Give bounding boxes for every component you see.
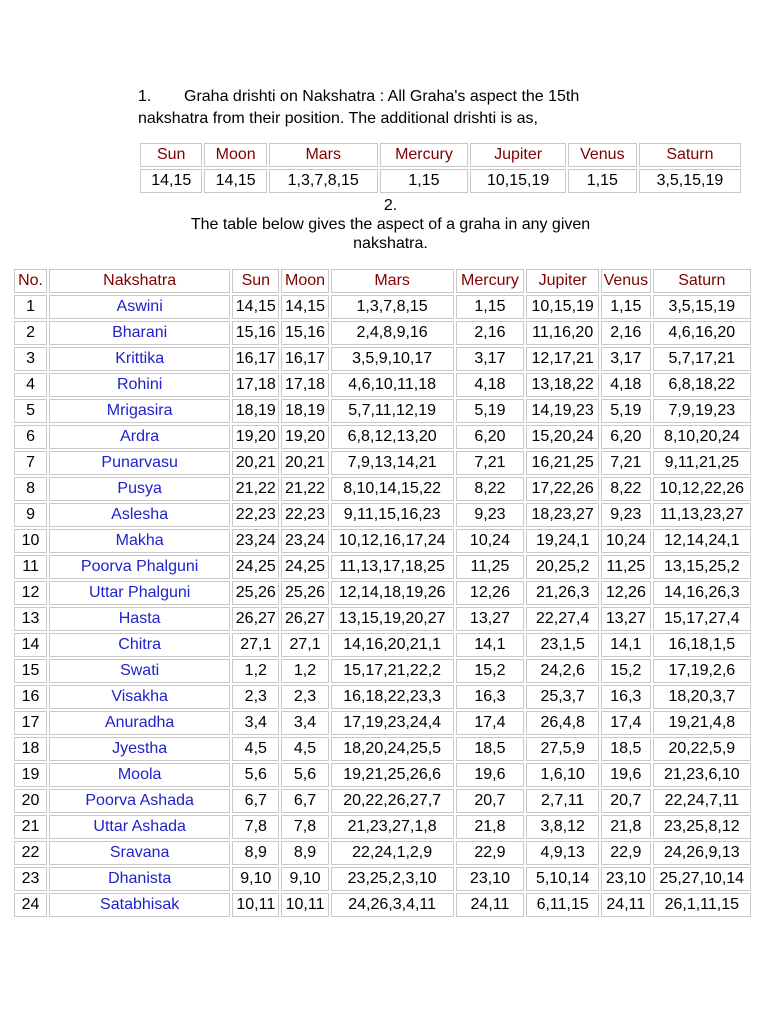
main-header-cell: Mercury — [456, 269, 525, 293]
nakshatra-name-cell: Bharani — [49, 321, 230, 345]
aspect-cell: 10,24 — [456, 529, 525, 553]
summary-header-cell: Moon — [204, 143, 266, 167]
summary-value-cell: 1,15 — [568, 169, 637, 193]
aspect-cell: 23,25,8,12 — [653, 815, 751, 839]
summary-values-row — [140, 169, 741, 193]
nakshatra-name-cell: Aslesha — [49, 503, 230, 527]
nakshatra-name-cell: Dhanista — [49, 867, 230, 891]
summary-header-cell: Saturn — [639, 143, 741, 167]
aspect-cell: 17,18 — [232, 373, 279, 397]
nakshatra-name-cell: Anuradha — [49, 711, 230, 735]
main-header-cell: Mars — [331, 269, 454, 293]
table-row — [14, 321, 751, 345]
aspect-cell: 4,6,10,11,18 — [331, 373, 454, 397]
row-number-cell: 2 — [14, 321, 47, 345]
aspect-cell: 7,9,13,14,21 — [331, 451, 454, 475]
aspect-cell: 15,2 — [456, 659, 525, 683]
aspect-cell: 13,15,19,20,27 — [331, 607, 454, 631]
row-number-cell: 4 — [14, 373, 47, 397]
main-header-cell: Moon — [281, 269, 328, 293]
aspect-cell: 9,11,15,16,23 — [331, 503, 454, 527]
aspect-cell: 22,23 — [232, 503, 279, 527]
aspect-cell: 14,1 — [601, 633, 651, 657]
aspect-cell: 4,18 — [456, 373, 525, 397]
aspect-cell: 19,20 — [232, 425, 279, 449]
aspect-cell: 4,5 — [281, 737, 328, 761]
table-row — [14, 503, 751, 527]
aspect-cell: 14,15 — [281, 295, 328, 319]
intro-line-1 — [138, 86, 658, 108]
aspect-cell: 15,2 — [601, 659, 651, 683]
aspect-cell: 3,4 — [232, 711, 279, 735]
aspect-cell: 12,17,21 — [526, 347, 599, 371]
row-number-cell: 18 — [14, 737, 47, 761]
table-row — [14, 399, 751, 423]
nakshatra-name-cell: Hasta — [49, 607, 230, 631]
aspect-cell: 1,2 — [281, 659, 328, 683]
table-row — [14, 295, 751, 319]
aspect-cell: 10,15,19 — [526, 295, 599, 319]
intro-paragraph — [138, 86, 658, 130]
aspect-cell: 1,15 — [601, 295, 651, 319]
aspect-cell: 25,27,10,14 — [653, 867, 751, 891]
aspect-cell: 6,11,15 — [526, 893, 599, 917]
table-row — [14, 685, 751, 709]
aspect-cell: 26,4,8 — [526, 711, 599, 735]
summary-value-cell: 3,5,15,19 — [639, 169, 741, 193]
summary-value-cell: 1,15 — [380, 169, 469, 193]
aspect-cell: 12,14,18,19,26 — [331, 581, 454, 605]
aspect-cell: 24,26,3,4,11 — [331, 893, 454, 917]
aspect-cell: 11,16,20 — [526, 321, 599, 345]
nakshatra-name-cell: Poorva Ashada — [49, 789, 230, 813]
main-header-cell: Sun — [232, 269, 279, 293]
aspect-cell: 1,2 — [232, 659, 279, 683]
aspect-cell: 14,1 — [456, 633, 525, 657]
nakshatra-name-cell: Satabhisak — [49, 893, 230, 917]
aspect-cell: 21,22 — [232, 477, 279, 501]
aspect-cell: 17,19,2,6 — [653, 659, 751, 683]
aspect-cell: 24,2,6 — [526, 659, 599, 683]
aspect-cell: 19,24,1 — [526, 529, 599, 553]
aspect-cell: 3,17 — [456, 347, 525, 371]
row-number-cell: 21 — [14, 815, 47, 839]
row-number-cell: 22 — [14, 841, 47, 865]
aspect-cell: 18,5 — [456, 737, 525, 761]
aspect-cell: 9,11,21,25 — [653, 451, 751, 475]
row-number-cell: 5 — [14, 399, 47, 423]
aspect-cell: 6,8,12,13,20 — [331, 425, 454, 449]
aspect-cell: 22,27,4 — [526, 607, 599, 631]
aspect-cell: 10,12,22,26 — [653, 477, 751, 501]
aspect-cell: 8,10,20,24 — [653, 425, 751, 449]
aspect-cell: 13,27 — [601, 607, 651, 631]
row-number-cell: 12 — [14, 581, 47, 605]
aspect-cell: 6,7 — [232, 789, 279, 813]
table-row — [14, 659, 751, 683]
aspect-cell: 2,16 — [601, 321, 651, 345]
aspect-cell: 7,9,19,23 — [653, 399, 751, 423]
aspect-cell: 22,24,1,2,9 — [331, 841, 454, 865]
row-number-cell: 23 — [14, 867, 47, 891]
aspect-cell: 5,10,14 — [526, 867, 599, 891]
row-number-cell: 19 — [14, 763, 47, 787]
nakshatra-name-cell: Aswini — [49, 295, 230, 319]
aspect-cell: 22,9 — [456, 841, 525, 865]
aspect-cell: 9,23 — [456, 503, 525, 527]
aspect-cell: 4,6,16,20 — [653, 321, 751, 345]
nakshatra-name-cell: Sravana — [49, 841, 230, 865]
aspect-cell: 13,15,25,2 — [653, 555, 751, 579]
summary-header-cell: Sun — [140, 143, 202, 167]
aspect-cell: 16,17 — [232, 347, 279, 371]
aspect-cell: 16,18,1,5 — [653, 633, 751, 657]
aspect-cell: 14,16,20,21,1 — [331, 633, 454, 657]
table-row — [14, 529, 751, 553]
row-number-cell: 7 — [14, 451, 47, 475]
aspect-cell: 15,20,24 — [526, 425, 599, 449]
aspect-cell: 3,5,9,10,17 — [331, 347, 454, 371]
aspect-cell: 5,19 — [456, 399, 525, 423]
nakshatra-name-cell: Makha — [49, 529, 230, 553]
table-row — [14, 763, 751, 787]
aspect-cell: 19,6 — [601, 763, 651, 787]
aspect-cell: 9,10 — [232, 867, 279, 891]
aspect-cell: 23,10 — [456, 867, 525, 891]
aspect-cell: 5,19 — [601, 399, 651, 423]
aspect-cell: 16,3 — [456, 685, 525, 709]
intro-text-1: Graha drishti on Nakshatra : All Graha's aspect the 15th — [184, 88, 580, 105]
table-row — [14, 737, 751, 761]
aspect-cell: 17,22,26 — [526, 477, 599, 501]
aspect-cell: 14,16,26,3 — [653, 581, 751, 605]
aspect-cell: 16,18,22,23,3 — [331, 685, 454, 709]
aspect-cell: 17,19,23,24,4 — [331, 711, 454, 735]
aspect-cell: 4,9,13 — [526, 841, 599, 865]
aspect-cell: 3,8,12 — [526, 815, 599, 839]
aspect-cell: 26,1,11,15 — [653, 893, 751, 917]
row-number-cell: 8 — [14, 477, 47, 501]
row-number-cell: 13 — [14, 607, 47, 631]
aspect-cell: 7,8 — [232, 815, 279, 839]
aspect-cell: 12,26 — [456, 581, 525, 605]
aspect-cell: 24,25 — [281, 555, 328, 579]
aspect-cell: 5,6 — [281, 763, 328, 787]
aspect-cell: 12,26 — [601, 581, 651, 605]
section-2-line-1: The table below gives the aspect of a graha in any given — [190, 216, 591, 233]
nakshatra-name-cell: Punarvasu — [49, 451, 230, 475]
aspect-cell: 5,7,11,12,19 — [331, 399, 454, 423]
row-number-cell: 6 — [14, 425, 47, 449]
aspect-cell: 15,16 — [281, 321, 328, 345]
table-row — [14, 893, 751, 917]
intro-line-2: nakshatra from their position. The additional drishti is as, — [138, 110, 538, 127]
summary-header-cell: Mercury — [380, 143, 469, 167]
table-row — [14, 711, 751, 735]
aspect-cell: 2,16 — [456, 321, 525, 345]
aspect-cell: 2,3 — [232, 685, 279, 709]
nakshatra-name-cell: Pusya — [49, 477, 230, 501]
aspect-cell: 20,21 — [281, 451, 328, 475]
aspect-cell: 6,7 — [281, 789, 328, 813]
nakshatra-name-cell: Visakha — [49, 685, 230, 709]
summary-header-cell: Jupiter — [470, 143, 565, 167]
row-number-cell: 3 — [14, 347, 47, 371]
aspect-cell: 14,15 — [232, 295, 279, 319]
summary-value-cell: 14,15 — [204, 169, 266, 193]
aspect-cell: 19,6 — [456, 763, 525, 787]
table-row — [14, 347, 751, 371]
aspect-cell: 24,25 — [232, 555, 279, 579]
aspect-cell: 17,18 — [281, 373, 328, 397]
main-header-cell: Venus — [601, 269, 651, 293]
main-header-cell: Nakshatra — [49, 269, 230, 293]
aspect-cell: 17,4 — [456, 711, 525, 735]
aspect-cell: 20,22,26,27,7 — [331, 789, 454, 813]
row-number-cell: 17 — [14, 711, 47, 735]
aspect-cell: 24,11 — [601, 893, 651, 917]
aspect-cell: 4,5 — [232, 737, 279, 761]
aspect-cell: 27,1 — [281, 633, 328, 657]
aspect-cell: 23,10 — [601, 867, 651, 891]
table-row — [14, 555, 751, 579]
table-row — [14, 607, 751, 631]
aspect-cell: 8,9 — [232, 841, 279, 865]
aspect-cell: 1,6,10 — [526, 763, 599, 787]
aspect-cell: 7,8 — [281, 815, 328, 839]
nakshatra-name-cell: Krittika — [49, 347, 230, 371]
summary-value-cell: 1,3,7,8,15 — [269, 169, 378, 193]
row-number-cell: 20 — [14, 789, 47, 813]
aspect-cell: 23,25,2,3,10 — [331, 867, 454, 891]
aspect-cell: 2,4,8,9,16 — [331, 321, 454, 345]
aspect-cell: 19,21,25,26,6 — [331, 763, 454, 787]
summary-header-cell: Venus — [568, 143, 637, 167]
aspect-cell: 16,3 — [601, 685, 651, 709]
aspect-cell: 25,26 — [232, 581, 279, 605]
aspect-cell: 18,20,3,7 — [653, 685, 751, 709]
aspect-cell: 3,5,15,19 — [653, 295, 751, 319]
aspect-cell: 9,23 — [601, 503, 651, 527]
aspect-cell: 27,5,9 — [526, 737, 599, 761]
aspect-cell: 12,14,24,1 — [653, 529, 751, 553]
aspect-cell: 26,27 — [281, 607, 328, 631]
aspect-cell: 25,26 — [281, 581, 328, 605]
aspect-cell: 1,3,7,8,15 — [331, 295, 454, 319]
row-number-cell: 10 — [14, 529, 47, 553]
aspect-cell: 6,8,18,22 — [653, 373, 751, 397]
aspect-cell: 10,12,16,17,24 — [331, 529, 454, 553]
aspect-cell: 16,21,25 — [526, 451, 599, 475]
aspect-cell: 19,21,4,8 — [653, 711, 751, 735]
aspect-cell: 8,22 — [601, 477, 651, 501]
table-row — [14, 425, 751, 449]
nakshatra-name-cell: Jyestha — [49, 737, 230, 761]
summary-value-cell: 10,15,19 — [470, 169, 565, 193]
aspect-cell: 11,25 — [456, 555, 525, 579]
aspect-cell: 20,7 — [456, 789, 525, 813]
aspect-cell: 20,25,2 — [526, 555, 599, 579]
table-row — [14, 581, 751, 605]
summary-table — [138, 141, 743, 195]
summary-header-cell: Mars — [269, 143, 378, 167]
aspect-cell: 21,26,3 — [526, 581, 599, 605]
aspect-cell: 18,23,27 — [526, 503, 599, 527]
row-number-cell: 14 — [14, 633, 47, 657]
aspect-cell: 14,19,23 — [526, 399, 599, 423]
table-row — [14, 477, 751, 501]
aspect-cell: 10,11 — [232, 893, 279, 917]
aspect-cell: 13,18,22 — [526, 373, 599, 397]
aspect-cell: 8,9 — [281, 841, 328, 865]
aspect-cell: 11,25 — [601, 555, 651, 579]
aspect-cell: 5,6 — [232, 763, 279, 787]
section-2-number: 2. — [383, 197, 398, 214]
summary-header-row — [140, 143, 741, 167]
nakshatra-name-cell: Chitra — [49, 633, 230, 657]
table-row — [14, 841, 751, 865]
aspect-cell: 16,17 — [281, 347, 328, 371]
aspect-cell: 21,23,27,1,8 — [331, 815, 454, 839]
aspect-cell: 17,4 — [601, 711, 651, 735]
aspect-cell: 15,17,27,4 — [653, 607, 751, 631]
aspect-cell: 23,24 — [281, 529, 328, 553]
aspect-cell: 20,21 — [232, 451, 279, 475]
aspect-cell: 23,24 — [232, 529, 279, 553]
nakshatra-name-cell: Moola — [49, 763, 230, 787]
aspect-cell: 22,23 — [281, 503, 328, 527]
table-row — [14, 451, 751, 475]
aspect-cell: 10,24 — [601, 529, 651, 553]
aspect-cell: 23,1,5 — [526, 633, 599, 657]
row-number-cell: 16 — [14, 685, 47, 709]
table-row — [14, 789, 751, 813]
aspect-cell: 18,19 — [281, 399, 328, 423]
row-number-cell: 1 — [14, 295, 47, 319]
nakshatra-name-cell: Uttar Phalguni — [49, 581, 230, 605]
aspect-cell: 8,10,14,15,22 — [331, 477, 454, 501]
aspect-cell: 11,13,23,27 — [653, 503, 751, 527]
aspect-cell: 25,3,7 — [526, 685, 599, 709]
aspect-cell: 21,8 — [456, 815, 525, 839]
aspect-cell: 8,22 — [456, 477, 525, 501]
row-number-cell: 11 — [14, 555, 47, 579]
section-2-line-2: nakshatra. — [353, 235, 428, 252]
aspect-cell: 27,1 — [232, 633, 279, 657]
aspect-cell: 7,21 — [601, 451, 651, 475]
aspect-cell: 2,3 — [281, 685, 328, 709]
aspect-cell: 15,16 — [232, 321, 279, 345]
nakshatra-name-cell: Ardra — [49, 425, 230, 449]
aspect-cell: 18,19 — [232, 399, 279, 423]
aspect-cell: 18,5 — [601, 737, 651, 761]
nakshatra-name-cell: Swati — [49, 659, 230, 683]
aspect-cell: 10,11 — [281, 893, 328, 917]
row-number-cell: 9 — [14, 503, 47, 527]
aspect-cell: 21,23,6,10 — [653, 763, 751, 787]
table-row — [14, 867, 751, 891]
aspect-cell: 21,8 — [601, 815, 651, 839]
main-header-row — [14, 269, 751, 293]
nakshatra-aspect-table — [12, 267, 753, 919]
aspect-cell: 9,10 — [281, 867, 328, 891]
aspect-cell: 6,20 — [601, 425, 651, 449]
aspect-cell: 5,7,17,21 — [653, 347, 751, 371]
aspect-cell: 20,7 — [601, 789, 651, 813]
aspect-cell: 6,20 — [456, 425, 525, 449]
aspect-cell: 24,11 — [456, 893, 525, 917]
nakshatra-name-cell: Uttar Ashada — [49, 815, 230, 839]
aspect-cell: 15,17,21,22,2 — [331, 659, 454, 683]
aspect-cell: 20,22,5,9 — [653, 737, 751, 761]
main-header-cell: Saturn — [653, 269, 751, 293]
aspect-cell: 19,20 — [281, 425, 328, 449]
row-number-cell: 24 — [14, 893, 47, 917]
main-header-cell: Jupiter — [526, 269, 599, 293]
aspect-cell: 22,9 — [601, 841, 651, 865]
table-row — [14, 815, 751, 839]
aspect-cell: 21,22 — [281, 477, 328, 501]
aspect-cell: 3,17 — [601, 347, 651, 371]
aspect-cell: 7,21 — [456, 451, 525, 475]
aspect-cell: 24,26,9,13 — [653, 841, 751, 865]
aspect-cell: 13,27 — [456, 607, 525, 631]
summary-value-cell: 14,15 — [140, 169, 202, 193]
aspect-cell: 1,15 — [456, 295, 525, 319]
intro-number: 1. — [138, 88, 152, 105]
aspect-cell: 26,27 — [232, 607, 279, 631]
aspect-cell: 2,7,11 — [526, 789, 599, 813]
row-number-cell: 15 — [14, 659, 47, 683]
aspect-cell: 22,24,7,11 — [653, 789, 751, 813]
main-header-cell: No. — [14, 269, 47, 293]
table-row — [14, 633, 751, 657]
nakshatra-name-cell: Poorva Phalguni — [49, 555, 230, 579]
aspect-cell: 11,13,17,18,25 — [331, 555, 454, 579]
nakshatra-name-cell: Rohini — [49, 373, 230, 397]
table-row — [14, 373, 751, 397]
aspect-cell: 3,4 — [281, 711, 328, 735]
nakshatra-name-cell: Mrigasira — [49, 399, 230, 423]
aspect-cell: 4,18 — [601, 373, 651, 397]
aspect-cell: 18,20,24,25,5 — [331, 737, 454, 761]
